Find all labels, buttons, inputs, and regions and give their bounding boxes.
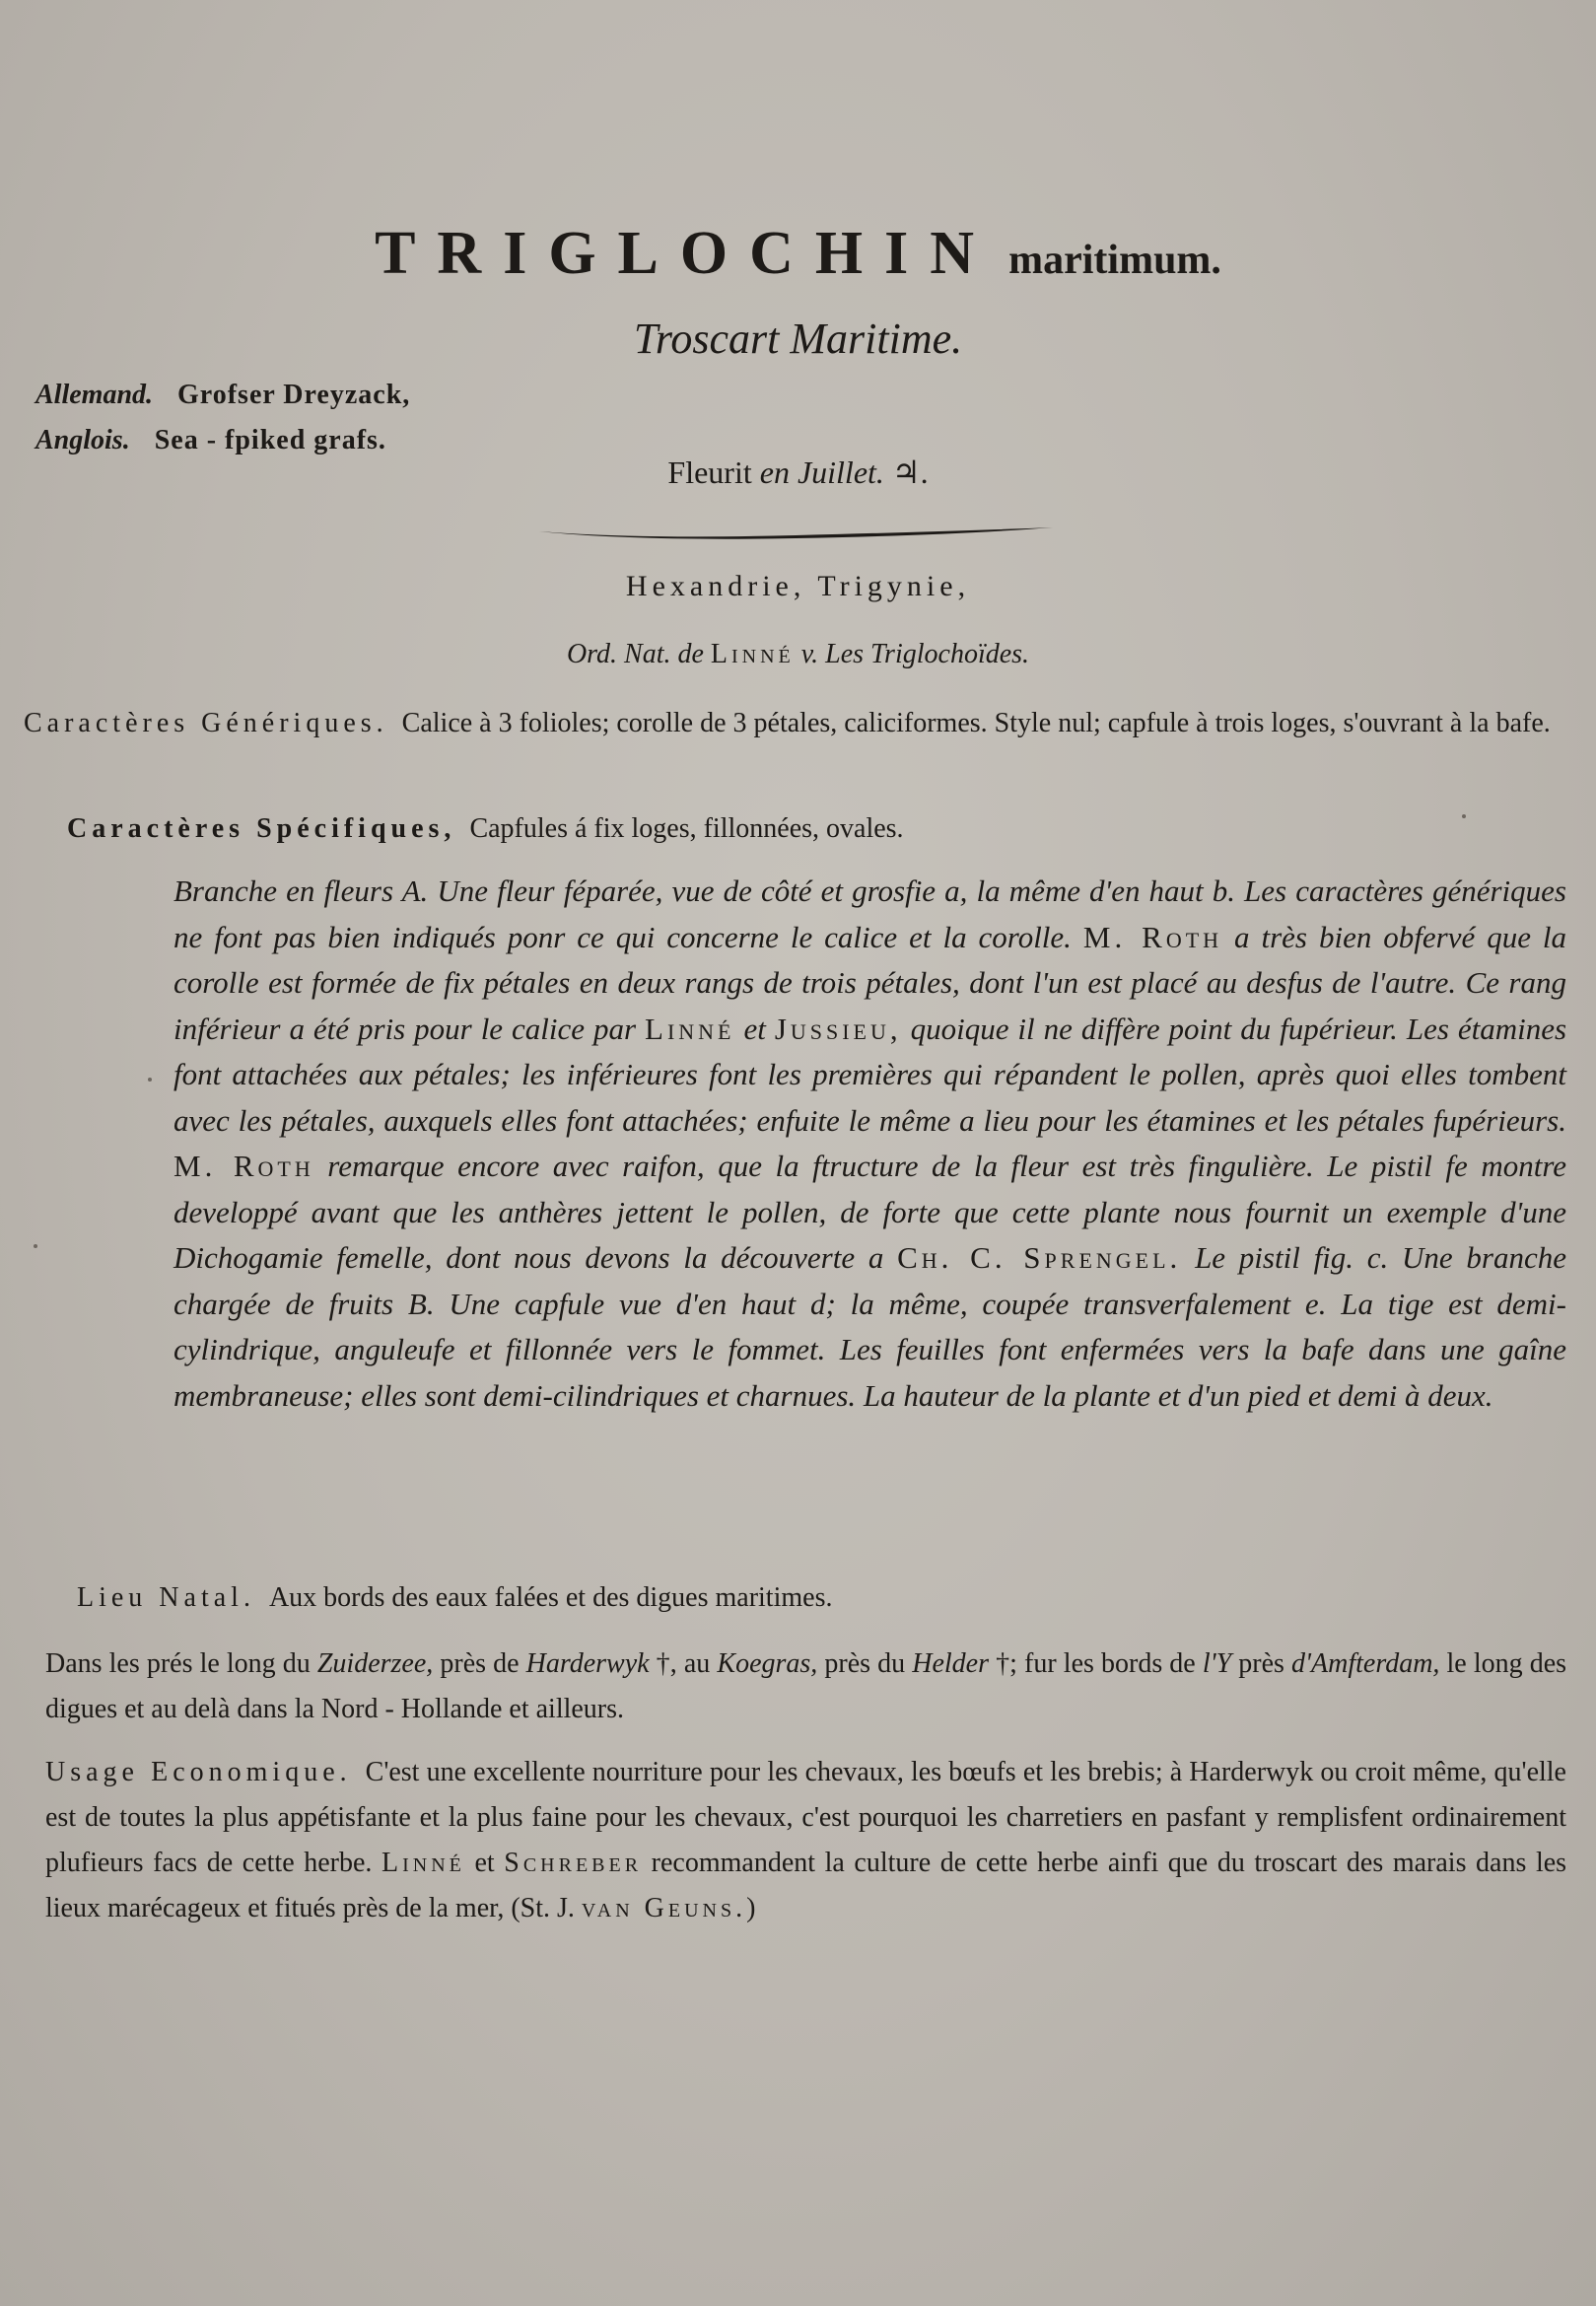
ordnat-rest: v. Les Triglochoïdes. — [800, 639, 1030, 669]
usage-label: Usage Economique. — [45, 1757, 352, 1787]
linnaean-class: Hexandrie, Trigynie, — [625, 570, 971, 602]
lang-name: Grofser Dreyzack, — [177, 380, 411, 410]
lang-name: Sea - fpiked grafs. — [154, 425, 386, 455]
description-paragraph — [173, 869, 1566, 1419]
author-linne: Linné — [645, 1011, 735, 1046]
loc-text: Dans les prés le long du — [45, 1648, 311, 1679]
paper-speck — [34, 1244, 37, 1248]
place-zuiderzee: Zuiderzee, — [316, 1648, 434, 1679]
author-jussieu: Jussieu, — [774, 1011, 902, 1046]
generic-label: Caractères Génériques. — [24, 708, 388, 738]
flowering-line — [0, 454, 1596, 491]
citation-author: van Geuns.) — [581, 1893, 760, 1923]
loc-text: près du — [824, 1648, 906, 1679]
paper-speck — [1462, 814, 1466, 818]
french-name: Troscart Maritime. — [633, 314, 963, 363]
habitat-label: Lieu Natal. — [77, 1582, 255, 1613]
desc-part-4: remarque encore avec raifon, que la ftructure de la fleur est très fingulière. Le pistil fe montre developpé avant que les anthères jettent le pollen, de forte que cette plante nous fournit un exemple d'une Dichogamie femelle, dont nous devons la découverte a — [173, 1149, 1566, 1275]
lang-label: Anglois. — [35, 425, 130, 455]
loc-text: †; fur les bords de — [996, 1648, 1196, 1679]
economic-usage — [45, 1750, 1566, 1931]
ornamental-rule — [537, 525, 1055, 539]
species-name: maritimum. — [1008, 238, 1221, 283]
citation-prefix: (St. J. — [511, 1893, 575, 1923]
generic-characters — [24, 701, 1566, 746]
flowering-prefix: Fleurit — [667, 454, 752, 490]
usage-et: et — [474, 1848, 495, 1878]
perennial-symbol: ♃. — [891, 454, 929, 490]
generic-text: Calice à 3 folioles; corolle de 3 pétales, caliciformes. Style nul; capfule à trois loges, s'ouvrant à la bafe. — [401, 708, 1551, 738]
lang-label: Allemand. — [35, 380, 154, 410]
loc-text: près de — [440, 1648, 520, 1679]
loc-text: †, au — [656, 1648, 711, 1679]
desc-part-5: Le pistil fig. c. Une branche chargée de fruits B. Une capfule vue d'en haut d; la même, coupée transverfalement e. La tige est demi-cylindrique, anguleufe et fillonnée vers le fommet. Les feuilles font enfermées vers la bafe dans une gaîne membraneuse; elles sont demi-cilindriques et charnues. La hauteur de la plante et d'un pied et demi à deux. — [173, 1240, 1567, 1413]
author-linne: Linné — [381, 1848, 465, 1878]
loc-text: le long des digues et au delà dans la Nord - Hollande et ailleurs. — [45, 1648, 1567, 1724]
habitat — [77, 1575, 1556, 1621]
place-koegras: Koegras, — [717, 1648, 818, 1679]
loc-text: près — [1238, 1648, 1284, 1679]
usage-text-1: C'est une excellente nourriture pour les chevaux, les bœufs et les brebis; à Harderwyk ou croit même, qu'elle est de toutes la plus appétisfante et la plus faine pour les chevaux, c'est pourquoi les charretiers en pasfant y remplisfent ordinairement plufieurs facs de cette herbe. — [45, 1757, 1566, 1878]
ordnat-prefix: Ord. Nat. de — [566, 639, 704, 669]
place-helder: Helder — [912, 1648, 989, 1679]
ordnat-author: Linné — [710, 639, 795, 669]
desc-part-2: a très bien obfervé que la corolle est formée de fix pétales en deux rangs de trois pétales, dont l'un est placé au desfus de l'autre. Ce rang inférieur a été pris pour le calice par — [173, 919, 1567, 1046]
author-roth: M. Roth — [1082, 919, 1223, 954]
author-roth: M. Roth — [173, 1149, 314, 1183]
habitat-text: Aux bords des eaux falées et des digues maritimes. — [268, 1582, 833, 1613]
desc-et: et — [743, 1011, 766, 1046]
place-ij: l'Y — [1202, 1648, 1232, 1679]
vernacular-german — [35, 373, 410, 418]
localities — [45, 1642, 1566, 1732]
flowering-en: en — [759, 454, 790, 490]
specific-label: Caractères Spécifiques, — [67, 813, 456, 844]
specific-text: Capfules á fix loges, fillonnées, ovales. — [469, 813, 904, 844]
place-amsterdam: d'Amfterdam, — [1291, 1648, 1440, 1679]
genus-name: TRIGLOCHIN — [375, 220, 997, 287]
natural-order — [0, 639, 1596, 670]
usage-text-2: recommandent la culture de cette herbe ainfi que du troscart des marais dans les lieux marécageux et fitués près de la mer, — [45, 1848, 1567, 1923]
flowering-month: Juillet. — [797, 454, 884, 490]
desc-part-1: Branche en fleurs A. Une fleur féparée, vue de côté et grosfie a, la même d'en haut b. Les caractères génériques ne font pas bien indiqués ponr ce qui concerne le calice et la corolle. — [173, 873, 1566, 954]
author-schreber: Schreber — [504, 1848, 643, 1878]
desc-part-3: quoique il ne diffère point du fupérieur. Les étamines font attachées aux pétales; les inférieures font les premières qui répandent le pollen, après quoi elles tombent avec les pétales, auxquels elles font attachées; enfuite le même a lieu pour les étamines et les pétales fupérieurs. — [173, 1011, 1567, 1138]
vernacular-names — [35, 373, 410, 463]
paper-speck — [148, 1078, 152, 1082]
author-sprengel: Ch. C. Sprengel. — [897, 1240, 1182, 1275]
place-harderwyk: Harderwyk — [525, 1648, 650, 1679]
specific-characters — [67, 806, 1565, 852]
page-title — [0, 219, 1596, 289]
